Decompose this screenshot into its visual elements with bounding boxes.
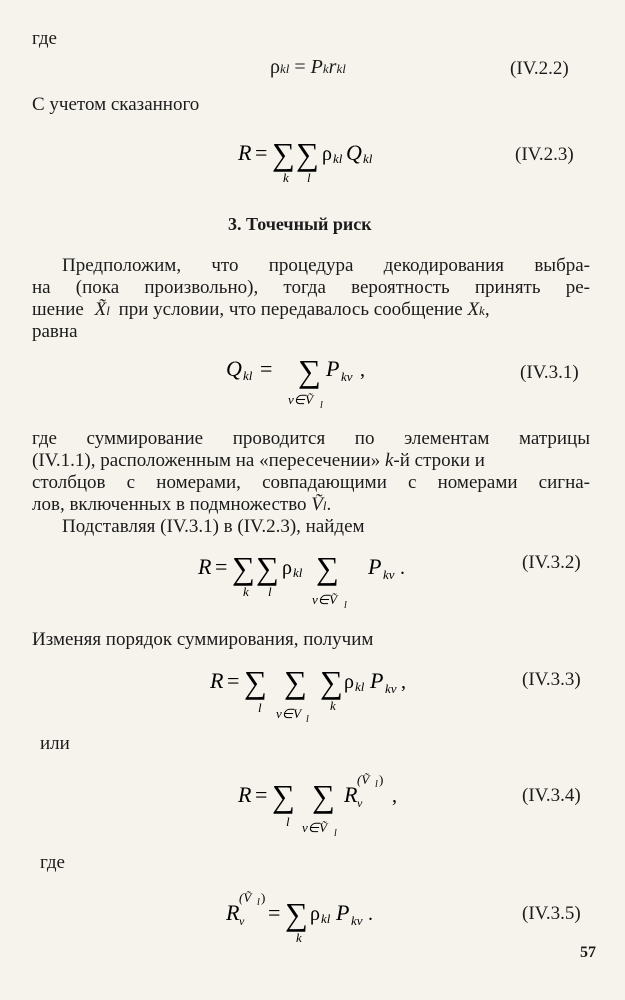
svg-text:l: l xyxy=(334,828,337,839)
svg-text:kl: kl xyxy=(355,679,365,694)
svg-text:∑: ∑ xyxy=(296,136,319,172)
svg-text:l: l xyxy=(306,714,309,725)
svg-text:R: R xyxy=(238,140,252,165)
equation-iv-2-3 xyxy=(238,132,428,189)
equation-iv-3-3 xyxy=(210,660,430,735)
svg-text:k: k xyxy=(283,170,289,184)
equation-iv-3-2 xyxy=(198,546,428,617)
svg-text:ρ: ρ xyxy=(282,557,292,579)
svg-text:kν: kν xyxy=(383,567,395,582)
svg-text:kl: kl xyxy=(321,911,331,926)
svg-text:l: l xyxy=(268,584,272,599)
equation-iv-2-3-graphic xyxy=(238,132,428,184)
svg-text:l: l xyxy=(258,700,262,715)
svg-text:ν∈Ṽ: ν∈Ṽ xyxy=(288,392,314,407)
svg-text:R: R xyxy=(238,782,252,807)
svg-text:∑: ∑ xyxy=(272,778,295,814)
section-heading: 3. Точечный риск xyxy=(228,214,372,234)
page-number: 57 xyxy=(580,944,596,961)
equation-number: (IV.3.5) xyxy=(522,903,581,924)
svg-text:∑: ∑ xyxy=(232,550,255,586)
equation-number: (IV.3.1) xyxy=(520,362,579,383)
svg-text:l: l xyxy=(375,779,378,790)
svg-text:k: k xyxy=(243,584,249,599)
equation-iv-3-1-graphic xyxy=(226,350,396,416)
svg-text:P: P xyxy=(370,668,384,693)
svg-text:=: = xyxy=(227,668,240,693)
paragraph-line: Изменяя порядок суммирования, получим xyxy=(32,629,374,650)
equation-iv-3-4 xyxy=(238,762,418,845)
svg-text:=: = xyxy=(260,356,273,381)
text-ili: или xyxy=(40,733,70,754)
equation-iv-3-5-graphic xyxy=(226,880,406,946)
svg-text:Q: Q xyxy=(346,140,362,165)
svg-text:,: , xyxy=(360,359,365,381)
svg-text:∑: ∑ xyxy=(272,136,295,172)
svg-text:R: R xyxy=(210,668,224,693)
svg-text:∑: ∑ xyxy=(285,896,308,932)
svg-text:∑: ∑ xyxy=(316,550,339,586)
svg-text:l: l xyxy=(257,897,260,908)
svg-text:P: P xyxy=(368,554,382,579)
equation-number: (IV.2.2) xyxy=(510,58,569,79)
paragraph-line: где суммирование проводится по элементам матрицы xyxy=(32,428,590,449)
svg-text:ν∈Ṽ: ν∈Ṽ xyxy=(302,820,328,835)
text-s-uchetom: С учетом сказанного xyxy=(32,94,200,115)
svg-text:R: R xyxy=(198,554,212,579)
equation-iv-3-1 xyxy=(226,350,396,421)
text-gde-2: где xyxy=(40,852,65,873)
paragraph-line: (IV.1.1), расположенным на «пересечении» k-й строки и xyxy=(32,450,485,471)
svg-text:=: = xyxy=(255,782,268,807)
svg-text:kl: kl xyxy=(333,151,343,166)
equation-iv-3-5 xyxy=(226,880,406,951)
svg-text:): ) xyxy=(261,890,266,905)
svg-text:ν∈V: ν∈V xyxy=(276,706,302,721)
paragraph-line: столбцов с номерами, совпадающими с номерами сигна- xyxy=(32,472,590,493)
paragraph-line: на (пока произвольно), тогда вероятность принять ре- xyxy=(32,277,590,298)
equation-iv-2-2: ρkl = Pkrkl xyxy=(270,56,346,78)
svg-text:k: k xyxy=(296,930,302,945)
equation-number: (IV.3.4) xyxy=(522,785,581,806)
svg-text:=: = xyxy=(215,554,228,579)
svg-text:(Ṽ: (Ṽ xyxy=(239,890,252,905)
paragraph-line: Подставляя (IV.3.1) в (IV.2.3), найдем xyxy=(62,516,365,537)
svg-text:,: , xyxy=(392,785,397,807)
equation-number: (IV.3.2) xyxy=(522,552,581,573)
svg-text:kl: kl xyxy=(363,151,373,166)
svg-text:R: R xyxy=(344,782,358,807)
paragraph-line: Предположим, что процедура декодирования выбра- xyxy=(62,255,590,276)
equation-iv-3-3-graphic xyxy=(210,660,430,730)
svg-text:l: l xyxy=(286,814,290,829)
svg-text:.: . xyxy=(368,903,373,925)
text-gde-1: где xyxy=(32,28,57,49)
svg-text:l: l xyxy=(344,600,347,611)
svg-text:∑: ∑ xyxy=(312,778,335,814)
svg-text:∑: ∑ xyxy=(320,664,343,700)
svg-text:.: . xyxy=(400,557,405,579)
svg-text:∑: ∑ xyxy=(298,353,321,389)
svg-text:kl: kl xyxy=(293,565,303,580)
equation-iv-3-2-graphic xyxy=(198,546,428,612)
svg-text:∑: ∑ xyxy=(244,664,267,700)
paragraph-line: равна xyxy=(32,321,78,342)
svg-text:): ) xyxy=(379,772,384,787)
svg-text:=: = xyxy=(255,140,268,165)
svg-text:(Ṽ: (Ṽ xyxy=(357,772,370,787)
equation-number: (IV.2.3) xyxy=(515,144,574,165)
svg-text:P: P xyxy=(326,356,340,381)
svg-text:kν: kν xyxy=(385,681,397,696)
svg-text:ν: ν xyxy=(239,914,245,928)
svg-text:∑: ∑ xyxy=(284,664,307,700)
equation-number: (IV.3.3) xyxy=(522,669,581,690)
svg-text:k: k xyxy=(330,698,336,713)
svg-text:ρ: ρ xyxy=(310,903,320,925)
svg-text:ν: ν xyxy=(357,796,363,810)
svg-text:P: P xyxy=(336,900,350,925)
equation-iv-3-4-graphic xyxy=(238,762,418,840)
svg-text:kl: kl xyxy=(243,368,253,383)
svg-text:ρ: ρ xyxy=(344,671,354,693)
svg-text:Q: Q xyxy=(226,356,242,381)
svg-text:,: , xyxy=(401,671,406,693)
paragraph-line: шение X̃l при условии, что передавалось сообщение Xk, xyxy=(32,299,490,320)
svg-text:ρ: ρ xyxy=(322,143,332,165)
paragraph-line: лов, включенных в подмножество Ṽl. xyxy=(32,494,332,515)
svg-text:=: = xyxy=(268,900,281,925)
svg-text:∑: ∑ xyxy=(256,550,279,586)
svg-text:kν: kν xyxy=(351,913,363,928)
svg-text:l: l xyxy=(320,400,323,411)
svg-text:R: R xyxy=(226,900,240,925)
svg-text:ν∈Ṽ: ν∈Ṽ xyxy=(312,592,338,607)
svg-text:l: l xyxy=(307,170,311,184)
svg-text:kν: kν xyxy=(341,369,353,384)
